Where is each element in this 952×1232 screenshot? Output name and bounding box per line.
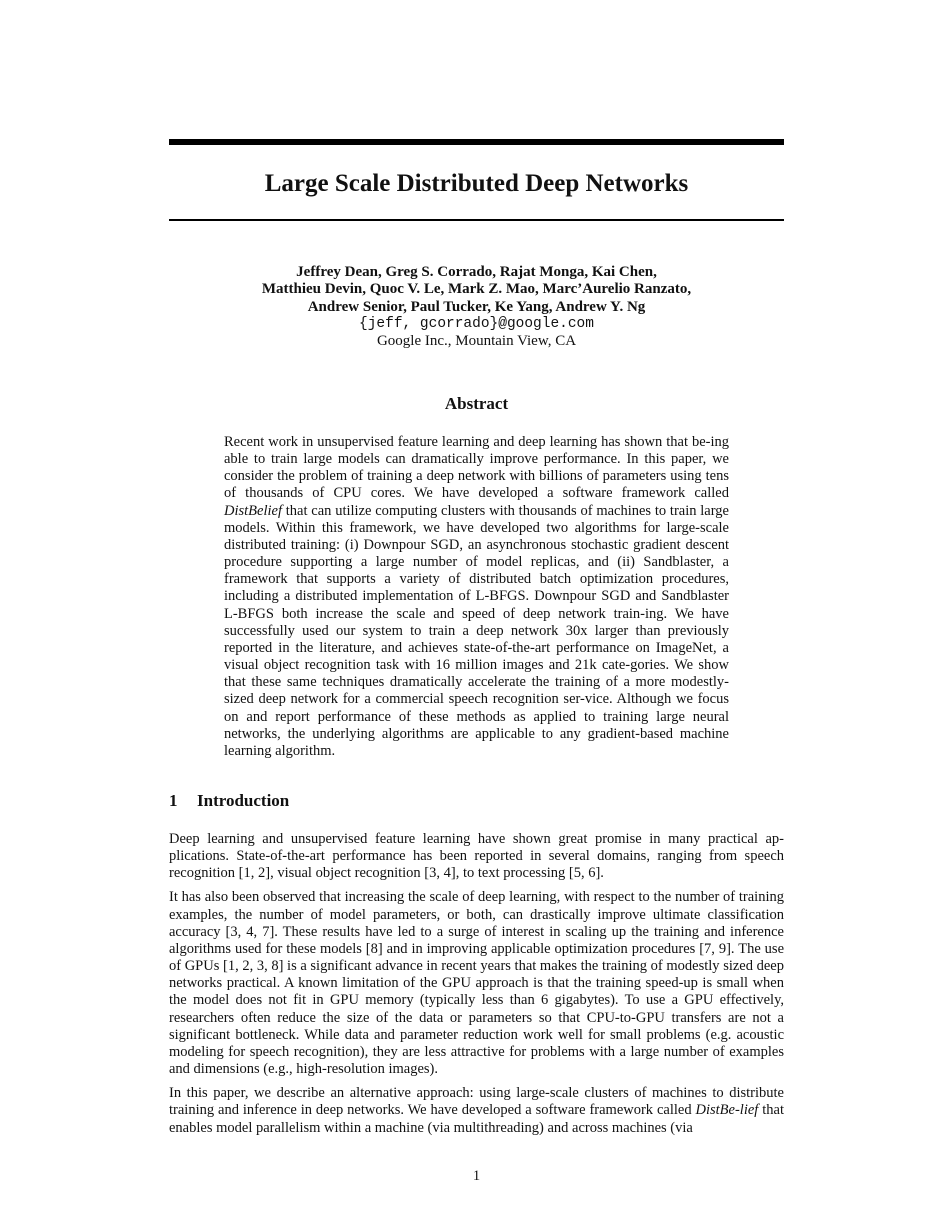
paper-title: Large Scale Distributed Deep Networks [264,170,689,197]
section-heading [169,791,289,811]
abstract-heading: Abstract [444,394,509,413]
paragraph-part: In this paper, we describe an alternative approach: using large-scale clusters of machines to distribute training and inference in deep networks. We have developed a software framework called [169,1085,784,1119]
abstract-text-part: Recent work in unsupervised feature learning and deep learning has shown that be-ing able to train large models can dramatically improve performance. In this paper, we consider the problem of training a deep network with billions of parameters using tens of thousands of CPU cores. We have developed a software framework called [224,434,729,502]
abstract-term: DistBelief [224,502,282,519]
section-title: Introduction [197,791,290,810]
section-number: 1 [169,791,178,810]
author-line: Andrew Senior, Paul Tucker, Ke Yang, Andrew Y. Ng [307,298,646,315]
paragraph-part: that enables model parallelism within a machine (via multithreading) and across machines (via [169,1102,784,1136]
body-text [169,831,784,1144]
author-block [169,264,784,350]
author-line: Matthieu Devin, Quoc V. Le, Mark Z. Mao, Marc’Aurelio Ranzato, [261,281,692,298]
author-affiliation: Google Inc., Mountain View, CA [376,333,577,350]
abstract-text-part: that can utilize computing clusters with thousands of machines to train large models. Within this framework, we have developed two algorithms for large-scale distributed training: (i) Downpour SGD, an asynchronous stochastic gradient descent procedure supporting a large number of model replicas, and (ii) Sandblaster, a framework that supports a variety of distributed batch optimization procedures, including a distributed implementation of L-BFGS. Downpour SGD and Sandblaster L-BFGS both increase the scale and speed of deep network train-ing. We have successfully used our system to train a deep network 30x larger than previously reported in the literature, and achieves state-of-the-art performance on ImageNet, a visual object recognition task with 16 million images and 21k cate-gories. We show that these same techniques dramatically accelerate the training of a more modestly- sized deep network for a commercial speech recognition ser-vice. Although we focus on and report performance of these methods as applied to training large neural networks, the underlying algorithms are applicable to any gradient-based machine learning algorithm. [224,502,729,759]
page-number: 1 [472,1168,481,1184]
paragraph: It has also been observed that increasing the scale of deep learning, with respect to the number of training examples, the number of model parameters, or both, can drastically improve ultimate classification accuracy [3, 4, 7]. These results have led to a surge of interest in scaling up the training and inference algorithms used for these models [8] and in improving applicable optimization procedures [7, 9]. The use of GPUs [1, 2, 3, 8] is a significant advance in recent years that makes the training of modestly sized deep networks practical. A known limitation of the GPU approach is that the training speed-up is small when the model does not fit in GPU memory (typically less than 6 gigabytes). To use a GPU effectively, researchers often reduce the size of the data or parameters so that CPU-to-GPU transfers are not a significant bottleneck. While data and parameter reduction work well for small problems (e.g. acoustic modeling for speech recognition), they are less attractive for problems with a large number of examples and dimensions (e.g., high-resolution images). [169,889,784,1078]
paragraph-term: DistBe-lief [695,1102,759,1119]
paragraph: Deep learning and unsupervised feature learning have shown great promise in many practical ap-plications. State-of-the-art performance has been reported in several domains, ranging from speech recognition [1, 2], visual object recognition [3, 4], to text processing [5, 6]. [169,831,784,882]
author-email: {jeff, gcorrado}@google.com [359,315,594,332]
paragraph [169,1085,784,1136]
author-line: Jeffrey Dean, Greg S. Corrado, Rajat Monga, Kai Chen, [296,264,657,280]
top-rule [169,139,784,145]
title-rule [169,219,784,221]
abstract-text [224,434,729,760]
